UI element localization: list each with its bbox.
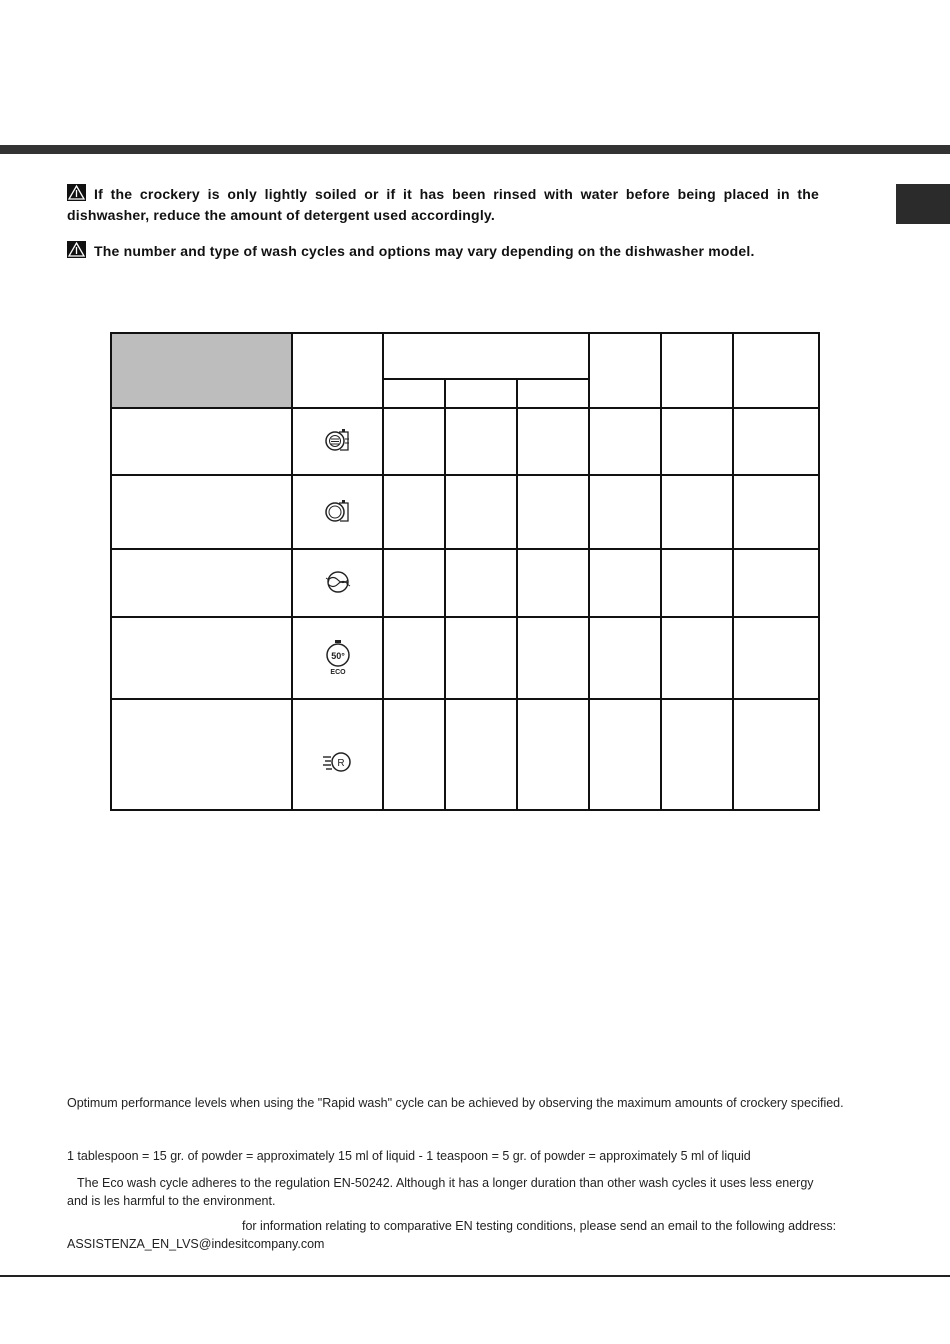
data-cell	[383, 617, 445, 699]
table-row	[111, 549, 819, 617]
data-cell	[517, 549, 589, 617]
table-row	[111, 408, 819, 475]
header-rule	[0, 145, 950, 154]
data-cell	[661, 699, 733, 810]
data-cell	[445, 699, 517, 810]
data-cell	[661, 617, 733, 699]
cycle-name-cell	[111, 617, 292, 699]
data-cell	[661, 408, 733, 475]
data-cell	[445, 408, 517, 475]
data-cell	[661, 475, 733, 549]
cycle-name-cell	[111, 699, 292, 810]
subheader-col-3	[517, 379, 589, 408]
data-cell	[589, 549, 661, 617]
header-detergent-cell	[383, 333, 589, 379]
header-cycle-cell	[111, 333, 292, 408]
header-col-7	[661, 333, 733, 408]
data-cell	[383, 699, 445, 810]
table-row	[111, 617, 819, 699]
cycle-icon-cell	[292, 549, 383, 617]
table-row	[111, 475, 819, 549]
header-col-8	[733, 333, 819, 408]
note-eco-text: The Eco wash cycle adheres to the regulation EN-50242. Although it has a longer duration than other wash cycles it uses less energy and is les harmful to the environment.	[67, 1176, 814, 1208]
data-cell	[517, 408, 589, 475]
footer-rule	[0, 1275, 950, 1277]
language-tab	[896, 184, 950, 224]
note-eco-cycle	[67, 1174, 837, 1210]
note-measurements: 1 tablespoon = 15 gr. of powder = approximately 15 ml of liquid - 1 teaspoon = 5 gr. of powder = approximately 5 ml of liquid	[67, 1149, 751, 1163]
eco-label: ECO	[329, 668, 346, 676]
data-cell	[589, 617, 661, 699]
wash-cycles-table	[110, 332, 820, 811]
data-cell	[383, 475, 445, 549]
note-testing-text: for information relating to comparative EN testing conditions, please send an email to the following address: ASSISTENZA_EN_LVS@indesitcompany.com	[67, 1219, 837, 1251]
data-cell	[589, 699, 661, 810]
rapid-label: R	[336, 758, 345, 769]
intensive-wash-icon	[323, 427, 353, 456]
cycle-icon-cell	[292, 475, 383, 549]
data-cell	[733, 699, 819, 810]
warning-cycles-vary	[67, 241, 827, 263]
warning-icon	[67, 241, 86, 263]
header-icon-cell	[292, 333, 383, 408]
warning-icon	[67, 184, 86, 206]
subheader-col-1	[383, 379, 445, 408]
data-cell	[661, 549, 733, 617]
note-testing-contact	[67, 1217, 857, 1253]
data-cell	[445, 549, 517, 617]
wash-cycles-table-wrap	[110, 332, 820, 811]
data-cell	[383, 549, 445, 617]
rapid-wash-icon	[322, 749, 354, 778]
cycle-icon-cell	[292, 699, 383, 810]
cycle-name-cell	[111, 549, 292, 617]
data-cell	[733, 475, 819, 549]
data-cell	[733, 617, 819, 699]
data-cell	[383, 408, 445, 475]
subheader-col-2	[445, 379, 517, 408]
table-header-row	[111, 333, 819, 379]
warning-text: If the crockery is only lightly soiled or if it has been rinsed with water before being placed in the dishwasher, reduce the amount of detergent used accordingly.	[67, 186, 819, 223]
data-cell	[517, 475, 589, 549]
data-cell	[445, 617, 517, 699]
normal-wash-icon	[323, 498, 353, 527]
table-row	[111, 699, 819, 810]
eco-50-icon	[323, 638, 353, 679]
warning-lightly-soiled	[67, 184, 819, 225]
cycle-icon-cell	[292, 408, 383, 475]
warning-text: The number and type of wash cycles and options may vary depending on the dishwasher model.	[94, 243, 755, 259]
cycle-icon-cell	[292, 617, 383, 699]
cycle-name-cell	[111, 408, 292, 475]
data-cell	[733, 408, 819, 475]
data-cell	[517, 699, 589, 810]
data-cell	[445, 475, 517, 549]
prewash-icon	[323, 569, 353, 598]
data-cell	[589, 408, 661, 475]
data-cell	[517, 617, 589, 699]
data-cell	[733, 549, 819, 617]
eco-temp-label: 50°	[330, 650, 345, 661]
data-cell	[589, 475, 661, 549]
note-rapid-wash: Optimum performance levels when using the "Rapid wash" cycle can be achieved by observing the maximum amounts of crockery specified.	[67, 1096, 844, 1110]
header-col-6	[589, 333, 661, 408]
cycle-name-cell	[111, 475, 292, 549]
